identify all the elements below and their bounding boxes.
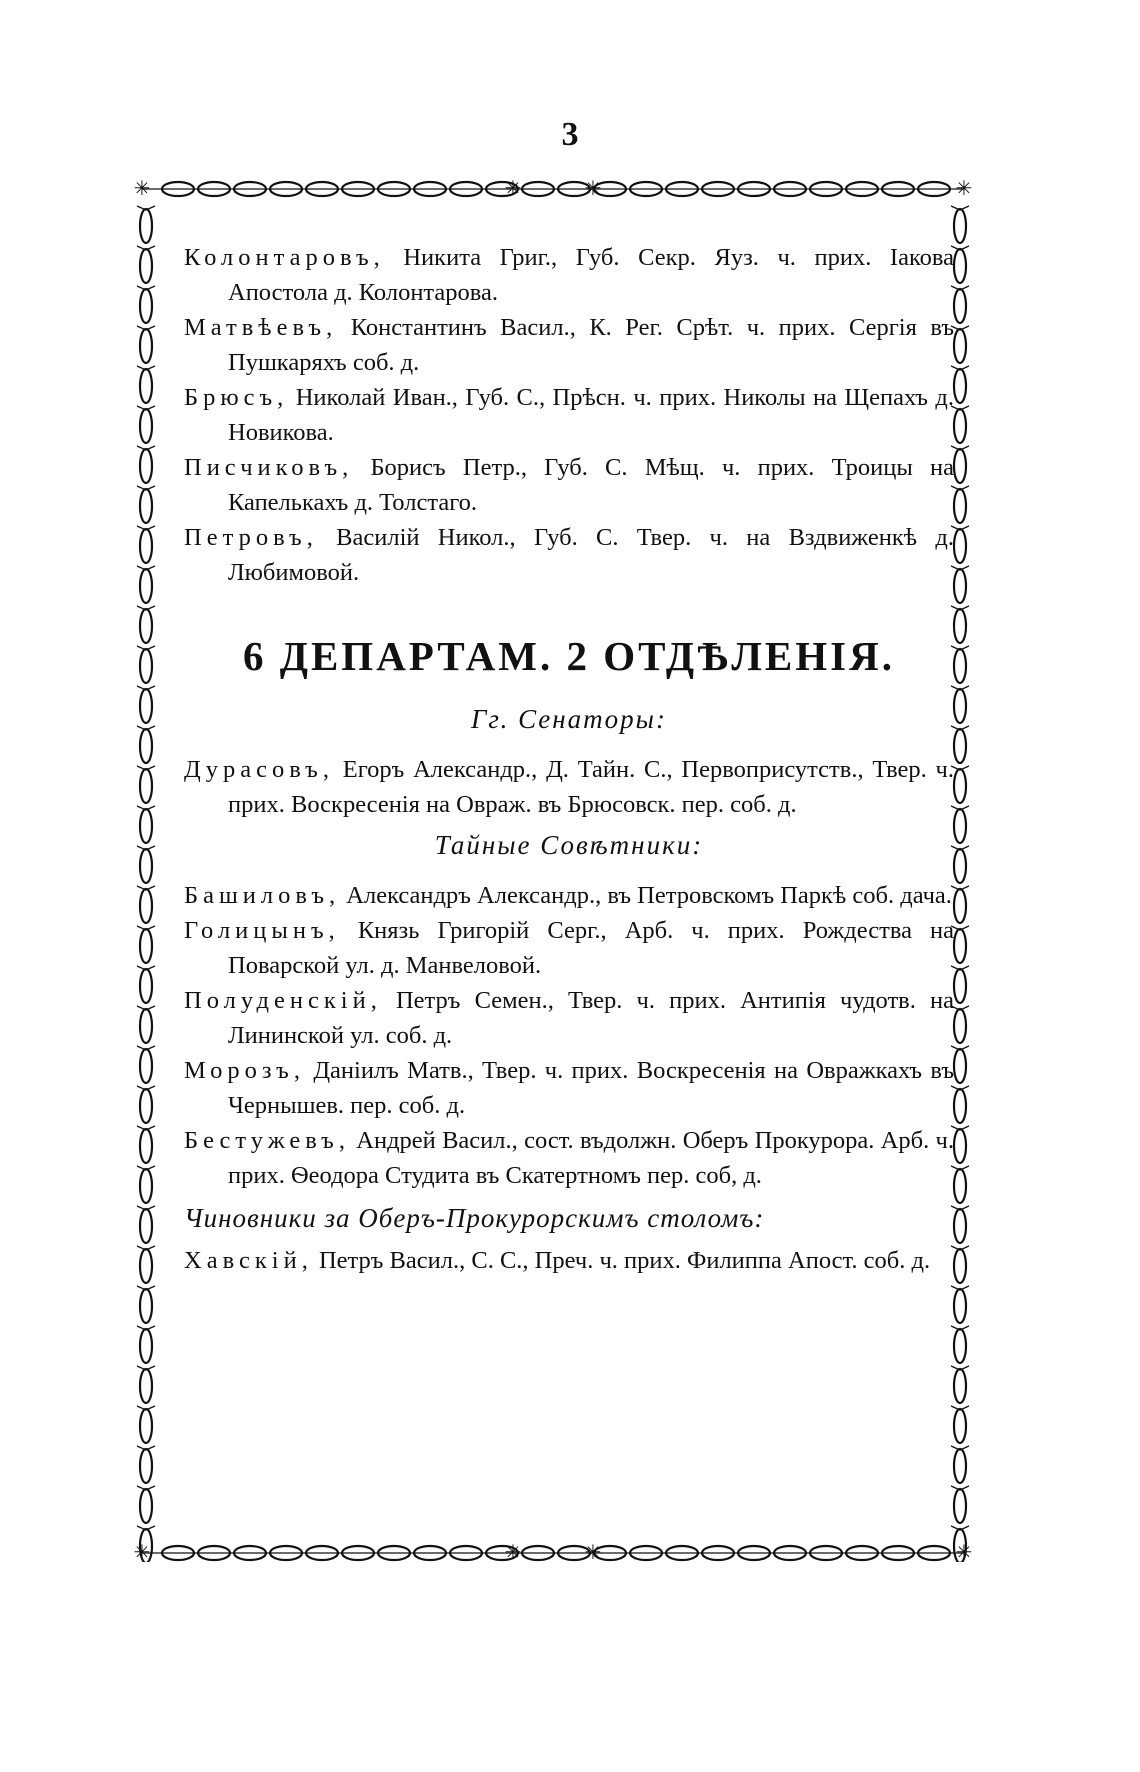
border-left-link — [140, 569, 152, 603]
entry — [184, 983, 954, 1053]
border-right-link — [954, 1249, 966, 1283]
border-left-link — [140, 329, 152, 363]
subhead-officials: Чиновники за Оберъ-Прокурорскимъ столомъ: — [184, 1203, 765, 1233]
border-right-link — [954, 849, 966, 883]
border-right-link — [954, 209, 966, 243]
entry — [184, 380, 954, 450]
entry — [184, 878, 954, 913]
border-right-link — [954, 1409, 966, 1443]
entry — [184, 450, 954, 520]
border-left-link — [140, 809, 152, 843]
subhead-privy-councillors: Тайные Совѣтники: — [434, 830, 704, 860]
entry-details: Александръ Александр., въ Петровскомъ Паркѣ соб. дача. — [340, 882, 952, 909]
border-left-link — [140, 1049, 152, 1083]
border-star-icon: ✳ — [134, 1540, 151, 1562]
border-right-link — [954, 289, 966, 323]
entry-surname: Дурасовъ, — [184, 756, 334, 783]
border-right-link — [954, 369, 966, 403]
border-left-link — [140, 1209, 152, 1243]
border-left-link — [140, 609, 152, 643]
entry-surname: Матвѣевъ, — [184, 314, 338, 341]
border-left-link — [140, 369, 152, 403]
border-right-link — [954, 649, 966, 683]
border-left-link — [140, 1009, 152, 1043]
border-left-link — [140, 889, 152, 923]
border-right-link — [954, 529, 966, 563]
border-left-link — [140, 1249, 152, 1283]
page-number: 3 — [561, 116, 579, 153]
entries-block-officials — [184, 1243, 954, 1278]
entry-details: Петръ Васил., С. С., Преч. ч. прих. Филиппа Апост. соб. д. — [312, 1247, 931, 1274]
entry-details: Борисъ Петр., Губ. С. Мѣщ. ч. прих. Троицы на Капелькахъ д. Толстаго. — [228, 454, 954, 516]
border-star-icon: ✳ — [584, 1540, 602, 1562]
entry-surname: Бестужевъ, — [184, 1127, 350, 1154]
border-star-icon: ✳ — [134, 180, 151, 200]
border-right-link — [954, 1169, 966, 1203]
border-right-link — [954, 249, 966, 283]
border-right-link — [954, 449, 966, 483]
border-star-icon: ✳ — [955, 1540, 972, 1562]
entry-details: Никита Григ., Губ. Секр. Яуз. ч. прих. Іакова Апостола д. Колонтарова. — [228, 244, 954, 306]
entry-surname: Морозъ, — [184, 1057, 305, 1084]
entry — [184, 310, 954, 380]
entry-surname: Башиловъ, — [184, 882, 341, 909]
border-right-link — [954, 1369, 966, 1403]
border-right-link — [954, 1089, 966, 1123]
border-right-link — [954, 1489, 966, 1523]
ornamental-frame — [134, 180, 972, 1562]
border-right-link — [954, 889, 966, 923]
subhead-senators: Гг. Сенаторы: — [471, 704, 667, 734]
border-right-link — [954, 489, 966, 523]
border-left-link — [140, 1289, 152, 1323]
border-left-link — [140, 1329, 152, 1363]
border-right-link — [954, 769, 966, 803]
border-left-link — [140, 729, 152, 763]
entry-surname: Брюсъ, — [184, 384, 289, 411]
border-left-link — [140, 209, 152, 243]
border-right-link — [954, 1289, 966, 1323]
entry — [184, 752, 954, 822]
entry — [184, 520, 954, 590]
border-right-link — [954, 1129, 966, 1163]
border-star-icon: ✳ — [504, 180, 522, 200]
border-left-link — [140, 489, 152, 523]
border-left-link — [140, 1409, 152, 1443]
section-title: 6 ДЕПАРТАМ. 2 ОТДѢЛЕНІЯ. — [243, 633, 895, 679]
border-left-link — [140, 289, 152, 323]
border-right-link — [954, 969, 966, 1003]
entry-details: Николай Иван., Губ. С., Прѣсн. ч. прих. Николы на Щепахъ д. Новикова. — [228, 384, 954, 446]
border-left-link — [140, 1449, 152, 1483]
entry-surname: Полуденскій, — [184, 987, 382, 1014]
border-left-link — [140, 449, 152, 483]
entry-details: Князь Григорій Серг., Арб. ч. прих. Рождества на Поварской ул. д. Манвеловой. — [228, 917, 954, 979]
border-left-link — [140, 929, 152, 963]
entry-details: Василій Никол., Губ. С. Твер. ч. на Вздвиженкѣ д. Любимовой. — [228, 524, 954, 586]
border-star-icon: ✳ — [955, 180, 972, 200]
entry — [184, 1053, 954, 1123]
border-star-icon: ✳ — [584, 180, 602, 200]
border-right-link — [954, 689, 966, 723]
border-left-link — [140, 409, 152, 443]
border-left-link — [140, 529, 152, 563]
border-left-link — [140, 849, 152, 883]
border-right-link — [954, 809, 966, 843]
border-right-link — [954, 1209, 966, 1243]
entry-surname: Петровъ, — [184, 524, 318, 551]
entries-block-top — [184, 240, 954, 590]
border-left-link — [140, 1089, 152, 1123]
border-left-link — [140, 1369, 152, 1403]
border-left-link — [140, 769, 152, 803]
border-right-link — [954, 329, 966, 363]
entry-details: Петръ Семен., Твер. ч. прих. Антипія чудотв. на Лининской ул. соб. д. — [228, 987, 954, 1049]
entry-details: Даніилъ Матв., Твер. ч. прих. Воскресенія на Овражкахъ въ Чернышев. пер. соб. д. — [228, 1057, 954, 1119]
border-right-link — [954, 929, 966, 963]
border-left-link — [140, 1169, 152, 1203]
border-right-link — [954, 1049, 966, 1083]
page-content — [184, 240, 954, 1278]
border-left-link — [140, 969, 152, 1003]
border-right-link — [954, 409, 966, 443]
border-left-link — [140, 689, 152, 723]
entry-details: Егоръ Александр., Д. Тайн. С., Первоприсутств., Твер. ч. прих. Воскресенія на Овраж. въ Брюсовск. пер. соб. д. — [228, 756, 954, 818]
entries-block-privy — [184, 878, 954, 1193]
border-left-link — [140, 1489, 152, 1523]
entry-details: Андрей Васил., сост. въдолжн. Оберъ Прокурора. Арб. ч. прих. Ѳеодора Студита въ Скатертномъ пер. соб, д. — [228, 1127, 954, 1189]
border-star-icon: ✳ — [504, 1540, 522, 1562]
entry-surname: Хавскій, — [184, 1247, 313, 1274]
entry — [184, 240, 954, 310]
border-right-link — [954, 1009, 966, 1043]
entry-surname: Колонтаровъ, — [184, 244, 385, 271]
border-right-link — [954, 1329, 966, 1363]
entry-surname: Голицынъ, — [184, 917, 340, 944]
entry-surname: Писчиковъ, — [184, 454, 354, 481]
entry — [184, 1243, 954, 1278]
border-left-link — [140, 649, 152, 683]
border-right-link — [954, 609, 966, 643]
entry — [184, 1123, 954, 1193]
entry — [184, 913, 954, 983]
border-right-link — [954, 569, 966, 603]
entries-block-senators — [184, 752, 954, 822]
border-left-link — [140, 249, 152, 283]
border-right-link — [954, 1449, 966, 1483]
entry-details: Константинъ Васил., К. Рег. Срѣт. ч. прих. Сергія въ Пушкаряхъ соб. д. — [228, 314, 954, 376]
border-left-link — [140, 1129, 152, 1163]
border-right-link — [954, 729, 966, 763]
